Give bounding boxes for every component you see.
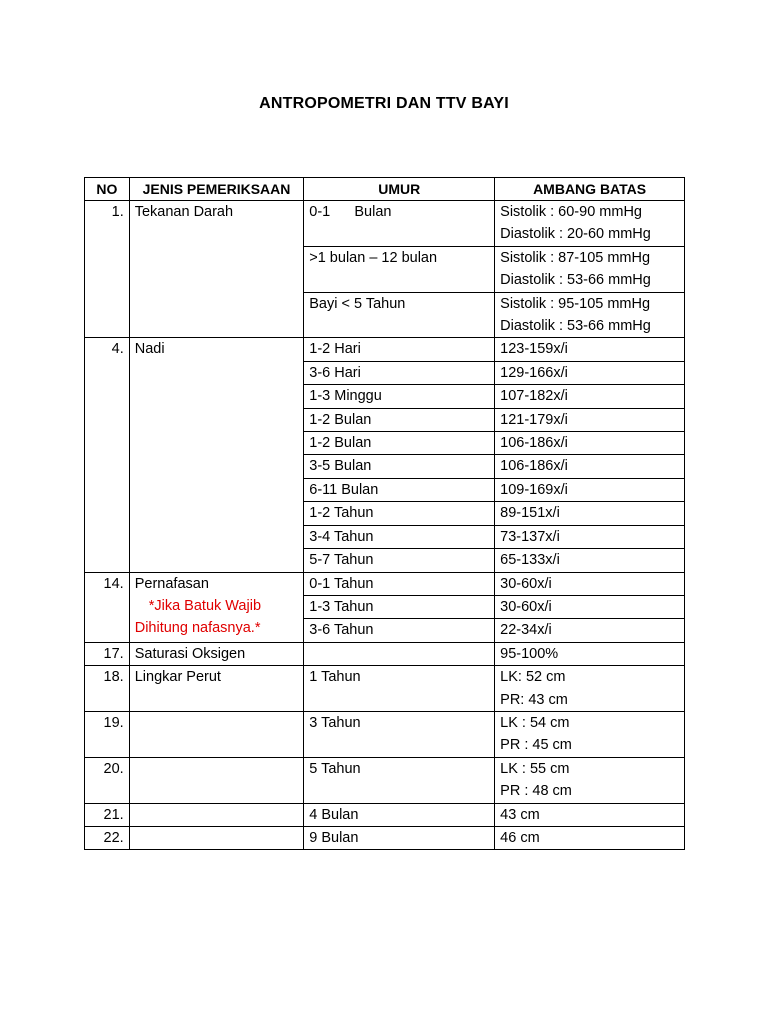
exam-type: Saturasi Oksigen: [129, 642, 304, 665]
table-row: [85, 338, 685, 361]
table-row: [85, 642, 685, 665]
row-number: 21.: [85, 803, 130, 826]
threshold-cell: 73-137x/i: [495, 525, 685, 548]
exam-type: [129, 826, 304, 849]
threshold-line: Diastolik : 20-60 mmHg: [500, 226, 651, 243]
exam-type: Pernafasan: [134, 575, 209, 592]
age-text: 0-1 Bulan: [309, 204, 392, 220]
threshold-cell: 65-133x/i: [495, 549, 685, 572]
threshold-cell: 43 cm: [495, 803, 685, 826]
table-row: [85, 572, 685, 595]
threshold-cell: 121-179x/i: [495, 408, 685, 431]
threshold-cell: 46 cm: [495, 826, 685, 849]
threshold-cell: [495, 201, 685, 247]
table-row: [85, 201, 685, 247]
row-number: 14.: [85, 572, 130, 642]
header-ambang-batas: AMBANG BATAS: [495, 178, 685, 201]
cough-note: Dihitung nafasnya.*: [134, 620, 261, 637]
exam-type: Tekanan Darah: [129, 201, 304, 338]
threshold-cell: [495, 711, 685, 757]
threshold-cell: 123-159x/i: [495, 338, 685, 361]
age-cell: 1-2 Tahun: [304, 502, 495, 525]
threshold-line: PR: 43 cm: [500, 691, 568, 708]
row-number: 4.: [85, 338, 130, 572]
age-cell: 1-2 Bulan: [304, 408, 495, 431]
age-cell: [304, 642, 495, 665]
threshold-cell: 106-186x/i: [495, 455, 685, 478]
age-cell: >1 bulan – 12 bulan: [304, 246, 495, 292]
threshold-cell: 22-34x/i: [495, 619, 685, 642]
header-umur: UMUR: [304, 178, 495, 201]
exam-type: [129, 711, 304, 757]
threshold-cell: [495, 666, 685, 712]
table-row: [85, 757, 685, 803]
row-number: 22.: [85, 826, 130, 849]
age-cell: 3 Tahun: [304, 711, 495, 757]
exam-type: Lingkar Perut: [129, 666, 304, 712]
threshold-cell: 129-166x/i: [495, 361, 685, 384]
threshold-cell: 106-186x/i: [495, 432, 685, 455]
threshold-line: PR : 48 cm: [500, 783, 572, 800]
row-number: 1.: [85, 201, 130, 338]
threshold-line: Sistolik : 60-90 mmHg: [500, 204, 642, 220]
threshold-cell: [495, 757, 685, 803]
vital-signs-table: [84, 177, 685, 850]
exam-type: Nadi: [129, 338, 304, 572]
header-jenis-pemeriksaan: JENIS PEMERIKSAAN: [129, 178, 304, 201]
age-cell: 1-2 Bulan: [304, 432, 495, 455]
threshold-line: LK: 52 cm: [500, 669, 566, 686]
age-cell: 1-2 Hari: [304, 338, 495, 361]
threshold-cell: 95-100%: [495, 642, 685, 665]
threshold-line: Diastolik : 53-66 mmHg: [500, 318, 651, 335]
threshold-line: LK : 54 cm: [500, 714, 570, 731]
threshold-cell: 107-182x/i: [495, 385, 685, 408]
age-cell: Bayi < 5 Tahun: [304, 292, 495, 338]
threshold-cell: 109-169x/i: [495, 478, 685, 501]
threshold-cell: [495, 246, 685, 292]
row-number: 19.: [85, 711, 130, 757]
threshold-cell: 89-151x/i: [495, 502, 685, 525]
age-cell: 3-5 Bulan: [304, 455, 495, 478]
age-cell: 1-3 Tahun: [304, 595, 495, 618]
table-row: [85, 826, 685, 849]
age-cell: 6-11 Bulan: [304, 478, 495, 501]
age-cell: 3-6 Hari: [304, 361, 495, 384]
age-cell: 3-6 Tahun: [304, 619, 495, 642]
age-cell: [304, 201, 495, 247]
header-no: NO: [85, 178, 130, 201]
threshold-line: Diastolik : 53-66 mmHg: [500, 272, 651, 289]
table-header-row: [85, 178, 685, 201]
age-cell: 9 Bulan: [304, 826, 495, 849]
cough-note: *Jika Batuk Wajib: [148, 597, 262, 614]
threshold-cell: 30-60x/i: [495, 595, 685, 618]
threshold-line: PR : 45 cm: [500, 737, 572, 754]
exam-type: [129, 757, 304, 803]
age-cell: 1 Tahun: [304, 666, 495, 712]
threshold-cell: 30-60x/i: [495, 572, 685, 595]
threshold-line: Sistolik : 87-105 mmHg: [500, 249, 651, 266]
exam-type: [129, 803, 304, 826]
table-row: [85, 711, 685, 757]
table-row: [85, 803, 685, 826]
age-cell: 0-1 Tahun: [304, 572, 495, 595]
page-title: ANTROPOMETRI DAN TTV BAYI: [259, 95, 509, 112]
threshold-cell: [495, 292, 685, 338]
age-cell: 5-7 Tahun: [304, 549, 495, 572]
row-number: 17.: [85, 642, 130, 665]
age-cell: 5 Tahun: [304, 757, 495, 803]
age-cell: 4 Bulan: [304, 803, 495, 826]
table-row: [85, 666, 685, 712]
row-number: 18.: [85, 666, 130, 712]
row-number: 20.: [85, 757, 130, 803]
threshold-line: Sistolik : 95-105 mmHg: [500, 295, 651, 312]
age-cell: 1-3 Minggu: [304, 385, 495, 408]
age-cell: 3-4 Tahun: [304, 525, 495, 548]
threshold-line: LK : 55 cm: [500, 760, 570, 777]
exam-type-cell: [129, 572, 304, 642]
